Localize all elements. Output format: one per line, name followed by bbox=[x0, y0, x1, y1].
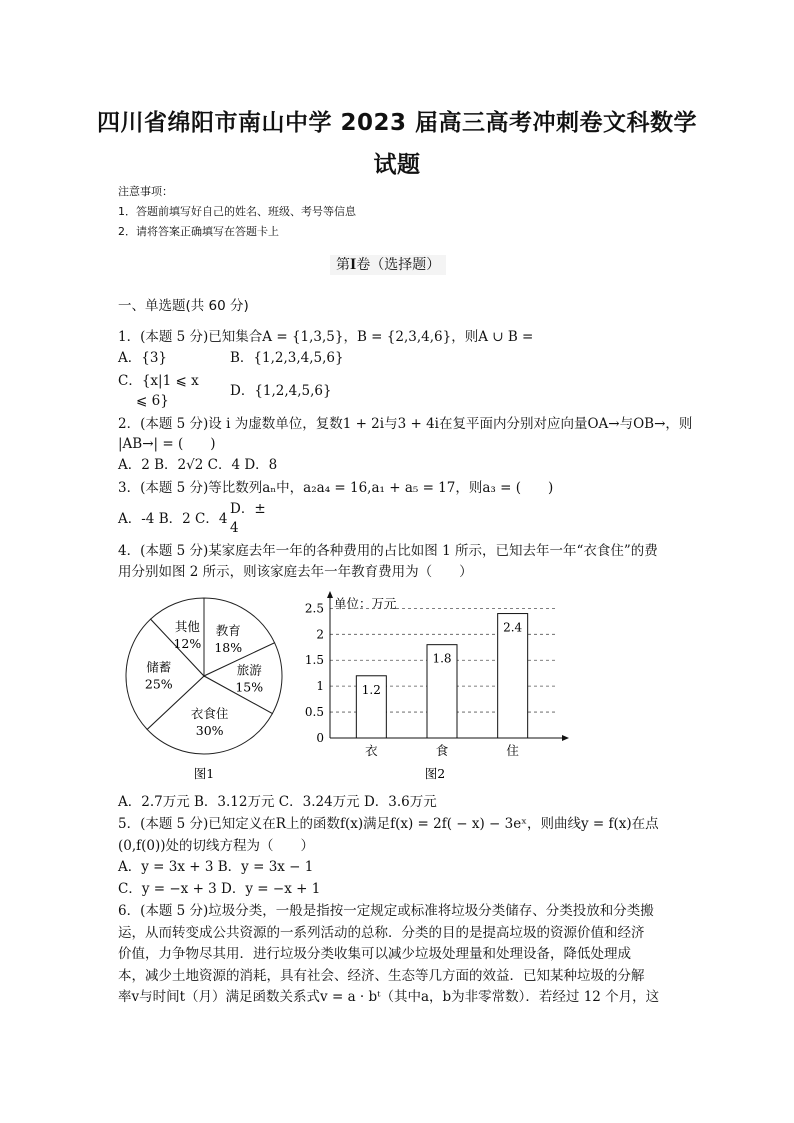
bar-data-label: 1.2 bbox=[361, 682, 381, 697]
section-numeral: I bbox=[350, 256, 357, 273]
bar-y-tick-label: 1 bbox=[316, 679, 324, 694]
pie-chart bbox=[112, 588, 292, 788]
bar-data-label: 2.4 bbox=[503, 620, 523, 635]
pie-slice-percent: 12% bbox=[173, 635, 202, 651]
q6-paragraph bbox=[118, 901, 678, 1009]
q6-line: 本，减少土地资源的消耗，具有社会、经济、生态等几方面的效益．已知某种垃圾的分解 bbox=[118, 967, 645, 984]
pie-slice-percent: 18% bbox=[214, 639, 243, 655]
bar-x-tick-label: 住 bbox=[506, 743, 519, 758]
bar-y-tick-label: 1.5 bbox=[304, 653, 324, 668]
q1-option-d: D．{1,2,4,5,6} bbox=[230, 383, 332, 399]
notes-block bbox=[118, 182, 356, 242]
q2-line1: 2．(本题 5 分)设 i 为虚数单位，复数1 + 2i与3 + 4i在复平面内分别对应向量OA→与OB→，则 bbox=[118, 416, 693, 432]
pie-slice-label: 教育 bbox=[215, 622, 241, 638]
notes-item: 2．请将答案正确填写在答题卡上 bbox=[118, 225, 279, 238]
q3-options: A．-4 B．2 C．4 bbox=[118, 511, 228, 527]
q4-line1: 4．(本题 5 分)某家庭去年一年的各种费用的占比如图 1 所示，已知去年一年“衣食住”的费 bbox=[118, 543, 658, 559]
pie-slice-percent: 30% bbox=[195, 722, 224, 738]
bar-y-tick-label: 0.5 bbox=[304, 705, 324, 720]
q3-option-d-line1: D．± bbox=[230, 501, 266, 517]
q3-option-d-line2: 4 bbox=[230, 520, 239, 536]
q6-line: 率v与时间t（月）满足函数关系式v = a · bᵗ（其中a，b为非零常数）．若经过 12 个月，这 bbox=[118, 989, 660, 1005]
q1-stem: 1．(本题 5 分)已知集合A = {1,3,5}，B = {2,3,4,6}，则A ∪ B = bbox=[118, 329, 534, 345]
bar-y-tick-label: 0 bbox=[316, 731, 324, 745]
bar-chart bbox=[300, 588, 580, 788]
q5-line2: (0,f(0))处的切线方程为（ ） bbox=[118, 838, 315, 854]
part-heading: 一、单选题(共 60 分) bbox=[118, 298, 249, 314]
bar-x-axis-arrow bbox=[562, 735, 569, 741]
pie-slice-percent: 15% bbox=[235, 679, 264, 695]
q6-line: 运，从而转变成公共资源的一系列活动的总称．分类的目的是提高垃圾的资源价值和经济 bbox=[118, 924, 645, 941]
q4-line2: 用分别如图 2 所示，则该家庭去年一年教育费用为（ ） bbox=[118, 564, 473, 580]
pie-slice-label: 旅游 bbox=[236, 662, 262, 678]
q2-options: A．2 B．2√2 C．4 D．8 bbox=[118, 457, 278, 473]
exam-title-line2: 试题 bbox=[373, 152, 421, 178]
pie-slice-label: 储蓄 bbox=[146, 659, 172, 675]
bar-chart-caption: 图2 bbox=[424, 766, 446, 781]
q1-option-c-line2: ⩽ 6} bbox=[136, 393, 169, 409]
q5-options-ab: A．y = 3x + 3 B．y = 3x − 1 bbox=[118, 859, 314, 875]
q1-option-c-line1: C．{x|1 ⩽ x bbox=[118, 373, 199, 389]
bar-y-axis-title: 单位：万元 bbox=[334, 596, 397, 611]
section-prefix: 第 bbox=[336, 257, 350, 273]
q5-options-cd: C．y = −x + 3 D．y = −x + 1 bbox=[118, 881, 321, 897]
pie-slice-label: 衣食住 bbox=[190, 705, 229, 721]
exam-title-line1: 四川省绵阳市南山中学 2023 届高三高考冲刺卷文科数学 bbox=[96, 110, 698, 136]
notes-item: 1．答题前填写好自己的姓名、班级、考号等信息 bbox=[118, 205, 356, 218]
bar-y-tick-label: 2.5 bbox=[304, 601, 324, 616]
q3-stem: 3．(本题 5 分)等比数列aₙ中，a₂a₄ = 16,a₁ + a₅ = 17，则a₃ = ( ) bbox=[118, 480, 554, 496]
bar-data-label: 1.8 bbox=[432, 651, 452, 666]
bar-x-tick-label: 食 bbox=[435, 743, 449, 758]
q1-option-b: B．{1,2,3,4,5,6} bbox=[230, 350, 344, 366]
bar-x-tick-label: 衣 bbox=[365, 743, 378, 758]
pie-chart-caption: 图1 bbox=[193, 766, 215, 781]
q1-option-a: A．{3} bbox=[118, 350, 168, 366]
q2-line2: |AB→| = ( ) bbox=[118, 436, 216, 452]
q6-line: 6．(本题 5 分)垃圾分类，一般是指按一定规定或标准将垃圾分类储存、分类投放和分类搬 bbox=[118, 903, 654, 919]
notes-heading: 注意事项： bbox=[118, 185, 173, 198]
section-suffix: 卷（选择题） bbox=[356, 257, 441, 273]
q4-options: A．2.7万元 B．3.12万元 C．3.24万元 D．3.6万元 bbox=[118, 794, 437, 810]
bar-y-axis-arrow bbox=[327, 591, 333, 598]
q6-line: 价值，力争物尽其用．进行垃圾分类收集可以减少垃圾处理量和处理设备，降低处理成 bbox=[118, 946, 631, 962]
pie-slice-percent: 25% bbox=[144, 676, 173, 692]
bar-y-tick-label: 2 bbox=[316, 627, 324, 642]
pie-slice-label: 其他 bbox=[174, 618, 200, 634]
section-banner bbox=[330, 255, 446, 275]
q5-line1: 5．(本题 5 分)已知定义在R上的函数f(x)满足f(x) = 2f( − x) − 3eˣ，则曲线y = f(x)在点 bbox=[118, 816, 659, 832]
